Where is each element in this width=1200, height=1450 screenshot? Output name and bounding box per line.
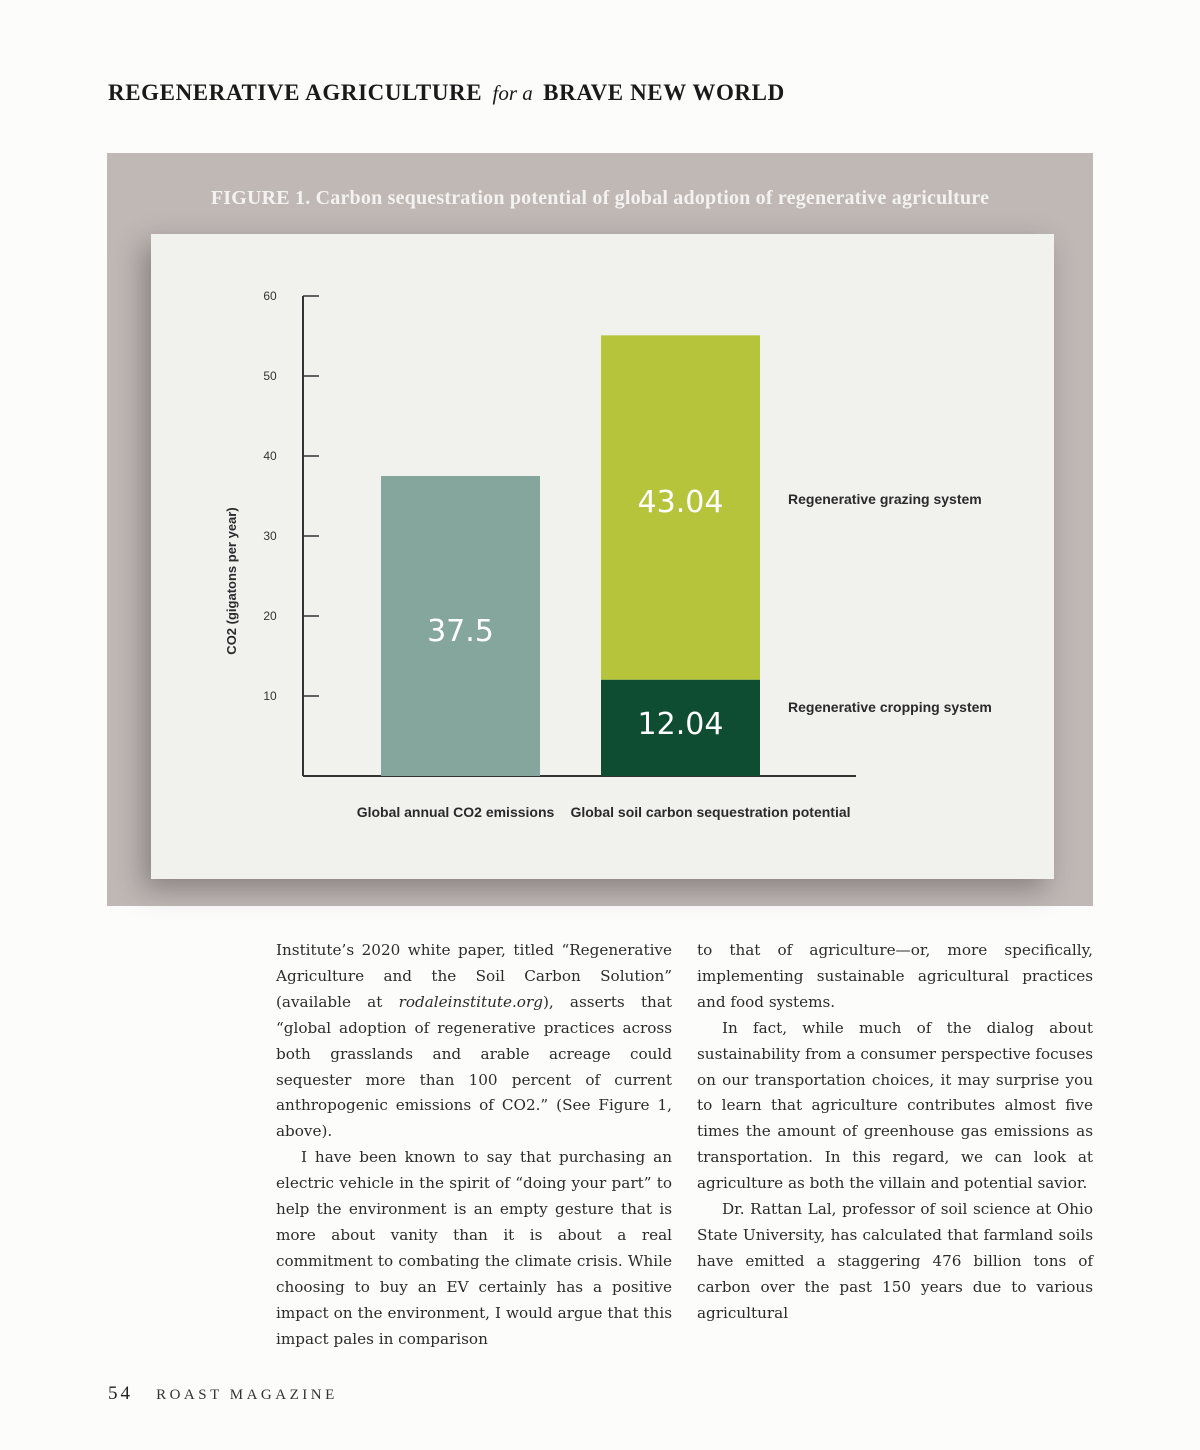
- page-footer: [108, 1383, 338, 1405]
- body-paragraph: Institute’s 2020 white paper, titled “Regenerative Agriculture and the Soil Carbon Solution” (available at rodaleinstitute.org), asserts that “global adoption of regenerative practices across both grasslands and arable acreage could sequester more than 100 percent of current anthropogenic emissions of CO2.” (See Figure 1, above).: [276, 941, 672, 1141]
- y-tick-label-50: 50: [263, 369, 277, 383]
- running-head-left: REGENERATIVE AGRICULTURE: [108, 80, 483, 105]
- page-number: 54: [108, 1383, 133, 1404]
- running-head-right: BRAVE NEW WORLD: [543, 80, 785, 105]
- figure-title: FIGURE 1. Carbon sequestration potential of global adoption of regenerative agriculture: [210, 187, 990, 209]
- running-head-connector: for a: [492, 81, 533, 105]
- bar-value-label: 37.5: [427, 614, 494, 649]
- running-head: [108, 80, 785, 106]
- body-paragraph: In fact, while much of the dialog about sustainability from a consumer perspective focuses on our transportation choices, it may surprise you to learn that agriculture contributes almost five times the amount of greenhouse gas emissions as transportation. In this regard, we can look at agriculture as both the villain and potential savior.: [697, 1018, 1093, 1193]
- magazine-name: ROAST MAGAZINE: [156, 1387, 338, 1403]
- legend-label-cropping: Regenerative cropping system: [788, 699, 992, 715]
- y-tick-label-30: 30: [263, 529, 277, 543]
- bar-value-label: 43.04: [637, 485, 724, 520]
- y-axis-title: CO2 (gigatons per year): [224, 507, 239, 655]
- body-paragraph: I have been known to say that purchasing an electric vehicle in the spirit of “doing your part” to help the environment is an empty gesture that is more about vanity than it is about a real commitment to combating the climate crisis. While choosing to buy an EV certainly has a positive impact on the environment, I would argue that this impact pales in comparison: [276, 1148, 672, 1348]
- body-column-right: [697, 938, 1093, 1327]
- body-column-left: [276, 938, 672, 1353]
- chart-card: [151, 234, 1054, 879]
- legend-label-grazing: Regenerative grazing system: [788, 491, 982, 507]
- bar-value-label: 12.04: [637, 707, 724, 742]
- bar-chart: [151, 234, 1054, 879]
- y-tick-label-10: 10: [263, 689, 277, 703]
- website-link-text: rodaleinstitute.org: [398, 992, 543, 1011]
- body-paragraph: Dr. Rattan Lal, professor of soil science at Ohio State University, has calculated that farmland soils have emitted a staggering 476 billion tons of carbon over the past 150 years due to various agricultural: [697, 1200, 1093, 1322]
- y-tick-label-60: 60: [263, 289, 277, 303]
- x-category-label: Global soil carbon sequestration potential: [570, 804, 851, 820]
- x-category-label: Global annual CO2 emissions: [356, 804, 555, 820]
- figure-panel: [107, 153, 1093, 906]
- body-paragraph: to that of agriculture—or, more specifically, implementing sustainable agricultural practices and food systems.: [697, 941, 1093, 1011]
- y-tick-label-40: 40: [263, 449, 277, 463]
- y-tick-label-20: 20: [263, 609, 277, 623]
